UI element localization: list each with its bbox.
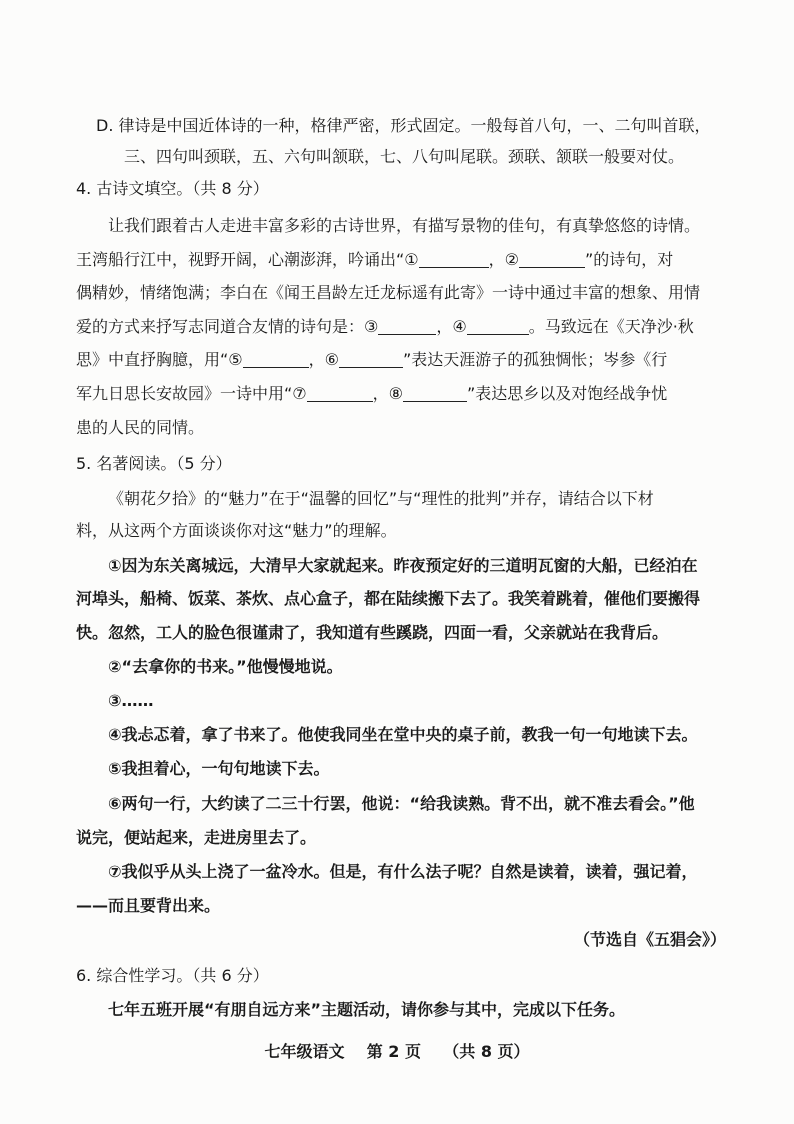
question-4-line bbox=[76, 382, 794, 406]
passage-paragraph-5: ⑤我担着心，一句句地读下去。 bbox=[108, 759, 330, 778]
question-4-line bbox=[76, 315, 794, 339]
page-footer: 七年级语文 第 2 页 （共 8 页） bbox=[264, 1042, 530, 1061]
text-segment: ”表达思乡以及对饱经战争忧 bbox=[467, 384, 668, 403]
text-segment: 。马致远在《天净沙·秋 bbox=[528, 317, 694, 336]
option-d-line-2: 三、四句叫颈联，五、六句叫颔联，七、八句叫尾联。颈联、颔联一般要对仗。 bbox=[124, 147, 685, 166]
text-segment: ”的诗句，对 bbox=[585, 250, 674, 269]
text-segment: ，⑧ bbox=[372, 384, 403, 403]
question-6-line: 七年五班开展“有朋自远方来”主题活动，请你参与其中，完成以下任务。 bbox=[108, 1000, 626, 1019]
passage-source: （节选自《五猖会》） bbox=[573, 930, 726, 949]
answer-blank-7[interactable] bbox=[307, 383, 373, 402]
passage-paragraph-7: ——而且要背出来。 bbox=[76, 896, 221, 915]
passage-paragraph-4: ④我忐忑着，拿了书来了。他使我同坐在堂中央的桌子前，教我一句一句地读下去。 bbox=[108, 725, 698, 744]
passage-paragraph-6: 说完，便站起来，走进房里去了。 bbox=[76, 828, 317, 847]
passage-paragraph-2: ②“去拿你的书来。”他慢慢地说。 bbox=[108, 657, 343, 676]
text-segment: ，② bbox=[488, 250, 519, 269]
answer-blank-5[interactable] bbox=[243, 349, 309, 368]
answer-blank-4[interactable] bbox=[467, 316, 529, 335]
passage-paragraph-1: ①因为东关离城远，大清早大家就起来。昨夜预定好的三道明瓦窗的大船，已经泊在 bbox=[108, 556, 698, 575]
question-4-line: 让我们跟着古人走进丰富多彩的古诗世界，有描写景物的佳句，有真挚悠悠的诗情。 bbox=[108, 216, 701, 235]
passage-paragraph-3: ③…… bbox=[108, 691, 154, 710]
answer-blank-6[interactable] bbox=[339, 349, 403, 368]
option-d-line-1: D. 律诗是中国近体诗的一种，格律严密，形式固定。一般每首八句，一、二句叫首联， bbox=[96, 116, 711, 135]
answer-blank-1[interactable] bbox=[419, 249, 489, 268]
passage-paragraph-1: 河埠头，船椅、饭菜、茶炊、点心盒子，都在陆续搬下去了。我笑着跳着，催他们要搬得 bbox=[76, 589, 701, 608]
text-segment: 思》中直抒胸臆，用“⑤ bbox=[76, 350, 243, 369]
question-4-line bbox=[76, 248, 794, 272]
question-5-line: 料，从这两个方面谈谈你对这“魅力”的理解。 bbox=[76, 521, 397, 540]
question-5-header: 5. 名著阅读。（5 分） bbox=[76, 454, 232, 473]
passage-paragraph-1: 快。忽然，工人的脸色很谨肃了，我知道有些蹊跷，四面一看，父亲就站在我背后。 bbox=[76, 623, 669, 642]
question-6-header: 6. 综合性学习。（共 6 分） bbox=[76, 966, 269, 985]
text-segment: 军九日思长安故园》一诗中用“⑦ bbox=[76, 384, 307, 403]
text-segment: ，⑥ bbox=[308, 350, 339, 369]
question-4-line: 偶精妙，情绪饱满；李白在《闻王昌龄左迁龙标遥有此寄》一诗中通过丰富的想象、用情 bbox=[76, 283, 701, 302]
text-segment: ”表达天涯游子的孤独惆怅；岑参《行 bbox=[403, 350, 668, 369]
question-4-header: 4. 古诗文填空。（共 8 分） bbox=[76, 179, 269, 198]
question-5-line: 《朝花夕拾》的“魅力”在于“温馨的回忆”与“理性的批判”并存，请结合以下材 bbox=[108, 489, 654, 508]
question-4-line bbox=[76, 348, 794, 372]
question-4-line: 患的人民的同情。 bbox=[76, 418, 205, 437]
passage-paragraph-7: ⑦我似乎从头上浇了一盆冷水。但是，有什么法子呢？自然是读着，读着，强记着， bbox=[108, 862, 698, 881]
passage-paragraph-6: ⑥两句一行，大约读了二三十行罢，他说：“给我读熟。背不出，就不准去看会。”他 bbox=[108, 794, 695, 813]
answer-blank-3[interactable] bbox=[378, 316, 436, 335]
answer-blank-8[interactable] bbox=[403, 383, 467, 402]
text-segment: ，④ bbox=[436, 317, 467, 336]
text-segment: 王湾船行江中，视野开阔，心潮澎湃，吟诵出“① bbox=[76, 250, 419, 269]
text-segment: 爱的方式来抒写志同道合友情的诗句是：③ bbox=[76, 317, 379, 336]
answer-blank-2[interactable] bbox=[519, 249, 585, 268]
